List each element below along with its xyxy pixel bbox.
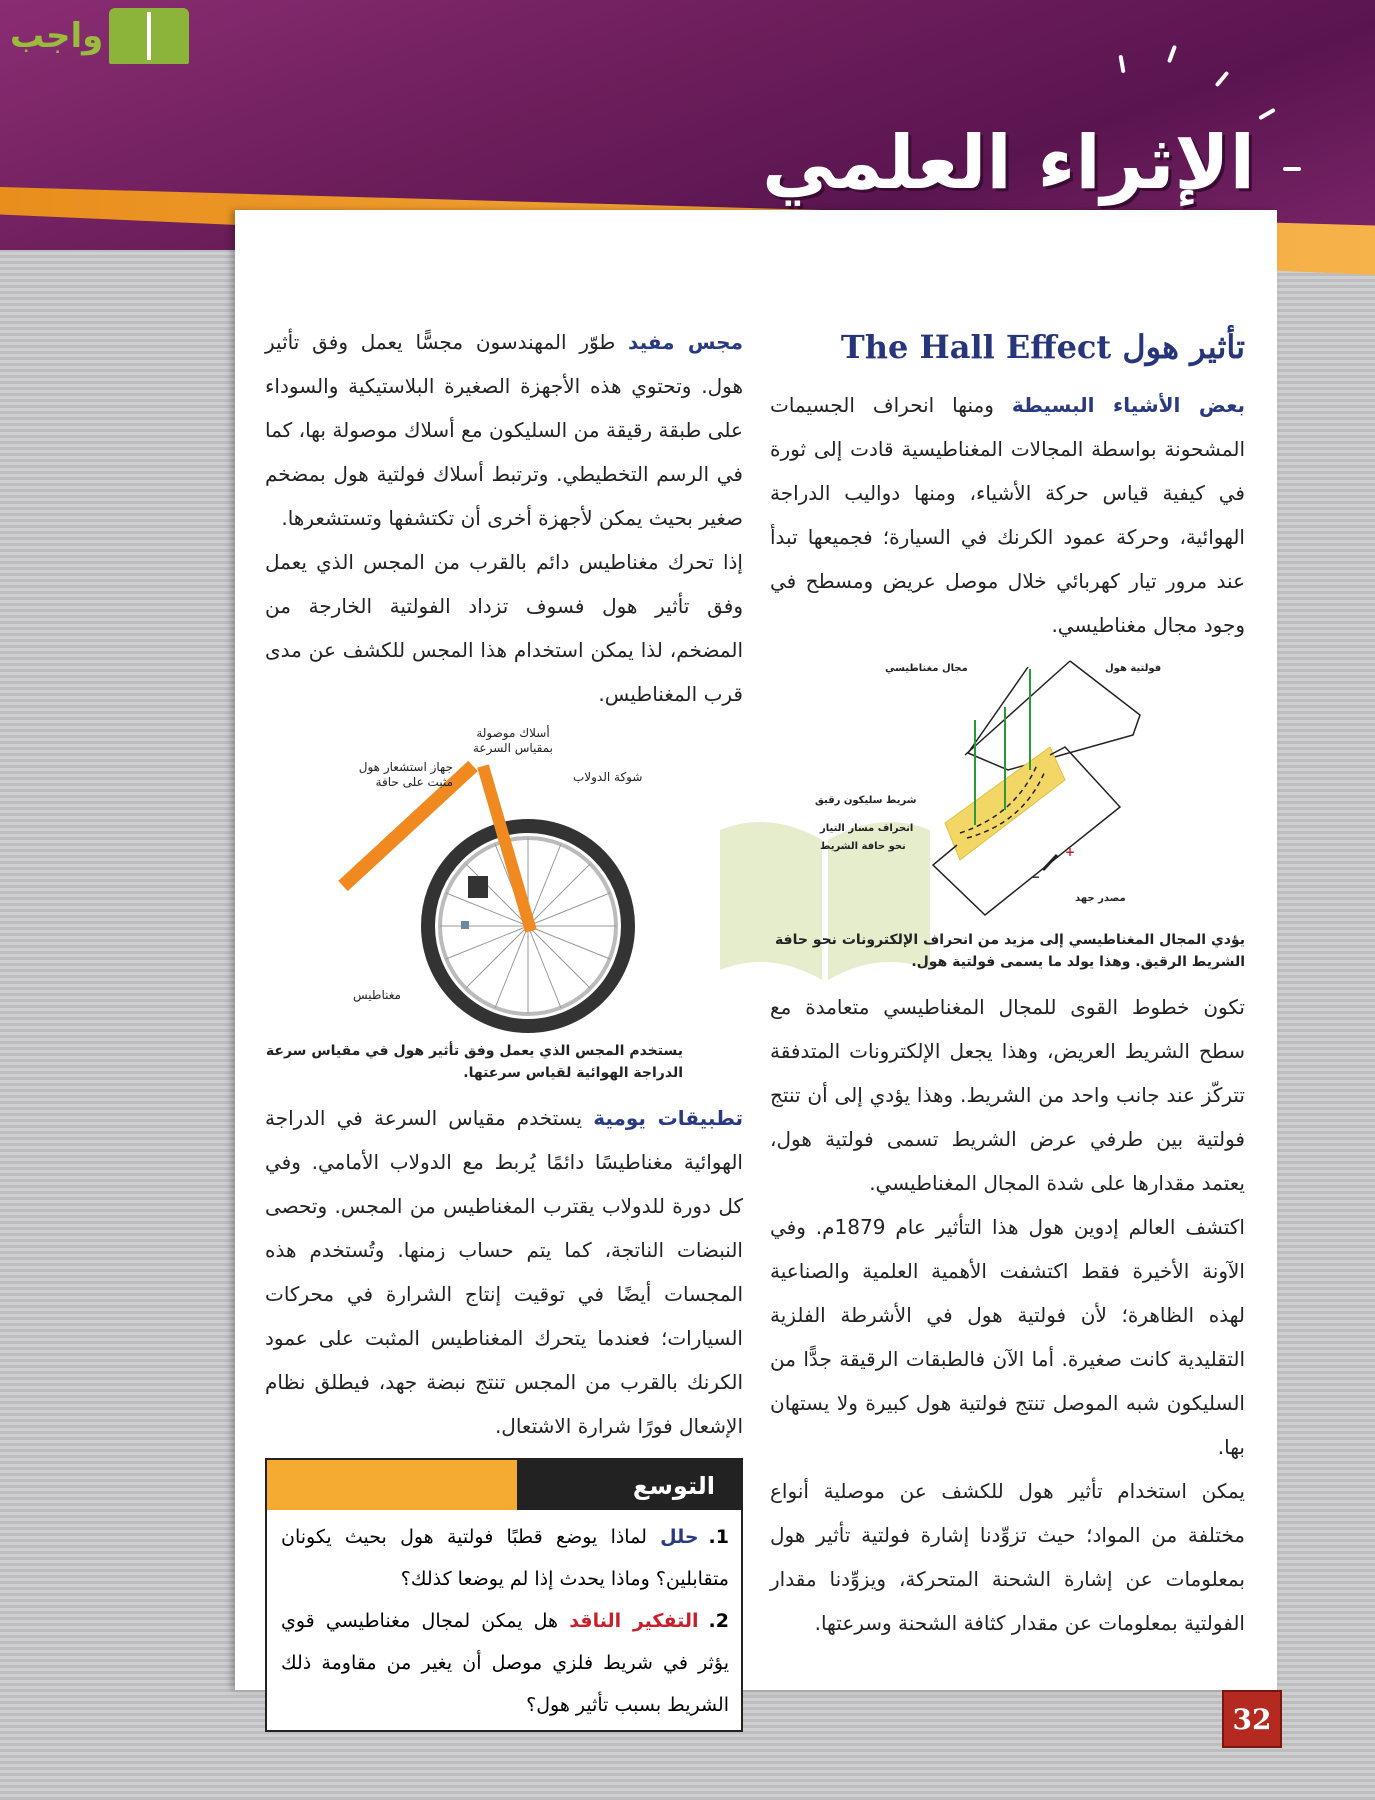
label-field: مجال مغناطيسي [885, 663, 968, 674]
book-icon [109, 8, 189, 64]
question-keyword: حلل [660, 1526, 699, 1548]
right-column [770, 325, 1245, 1645]
intro-text: ومنها انحراف الجسيمات المشحونة بواسطة المجالات المغناطيسية قادت إلى ثورة في كيفية قياس حركة الأشياء، ومنها دواليب الدراجة الهوائية، وحركة عمود الكرنك في السيارة؛ فجميعها تبدأ عند مرور تيار كهربائي خلال موصل عريض ومسطح في وجود مجال مغناطيسي. [770, 393, 1245, 637]
expansion-title: التوسع [517, 1460, 741, 1510]
hall-circuit-svg [775, 655, 1245, 925]
magnet [461, 921, 469, 929]
label-strip: شريط سليكون رقيق [815, 795, 917, 806]
page-title: الإثراء العلمي [762, 120, 1255, 206]
left-column [265, 320, 743, 1732]
article-heading: تأثير هول The Hall Effect [840, 328, 1245, 366]
expansion-box [265, 1458, 743, 1732]
paragraph-conductivity: يمكن استخدام تأثير هول للكشف عن موصلية أنواع مختلفة من المواد؛ حيث تزوِّدنا إشارة فولتية تأثير هول بمعلومات عن إشارة الشحنة المتحركة، ويزوِّدنا مقدار الفولتية بمعلومات عن مقدار كثافة الشحنة وسرعتها. [770, 1479, 1245, 1635]
label-sensor: جهاز استشعار هول مثبت على حافة [358, 760, 453, 789]
question-text: لماذا يوضع قطبًا فولتية هول بحيث يكونان متقابلين؟ وماذا يحدث إذا لم يوضعا كذلك؟ [281, 1526, 729, 1590]
bike-figure [333, 726, 673, 1036]
sensor-paragraph [265, 320, 743, 540]
label-wires: أسلاك موصولة بمقياس السرعة [473, 726, 553, 755]
logo-text: واجب [10, 16, 104, 56]
minus-sign: − [1030, 870, 1041, 884]
label-deflection-2: نحو حافة الشريط [820, 841, 906, 852]
plus-sign: + [1065, 845, 1076, 859]
sensor-text: طوّر المهندسون مجسًّا يعمل وفق تأثير هول. وتحتوي هذه الأجهزة الصغيرة البلاستيكية والسوداء على طبقة رقيقة من السليكون مع أسلاك موصولة بها، كما في الرسم التخطيطي. وترتبط أسلاك فولتية هول بمضخم صغير بحيث يمكن لأجهزة أخرى أن تكتشفها وتستشعرها. [265, 330, 743, 530]
sensor-keyword: مجس مفيد [628, 330, 743, 354]
daily-text: يستخدم مقياس السرعة في الدراجة الهوائية مغناطيسًا دائمًا يُربط مع الدولاب الأمامي. وفي كل دورة للدولاب يقترب المغناطيس من المجس. وتحصى النبضات الناتجة، كما يتم حساب زمنها. وتُستخدم هذه المجسات أيضًا في توقيت إنتاج الشرارة في محركات السيارات؛ فعندما يتحرك المغناطيس المثبت على عمود الكرنك بالقرب من المجس تنتج نبضة جهد، فيطلق نظام الإشعال فورًا شرارة الاشتعال. [265, 1106, 743, 1438]
question-number: 1. [708, 1526, 729, 1548]
daily-paragraph [265, 1096, 743, 1448]
paragraph-field-lines: تكون خطوط القوى للمجال المغناطيسي متعامدة مع سطح الشريط العريض، وهذا يجعل الإلكترونات المتدفقة تتركّز عند جانب واحد من الشريط. وهذا يؤدي إلى أن تنتج فولتية بين طرفي عرض الشريط تسمى فولتية هول، يعتمد مقدارها على شدة المجال المغناطيسي. [770, 995, 1245, 1195]
logo [10, 8, 189, 64]
magnet-paragraph: إذا تحرك مغناطيس دائم بالقرب من المجس الذي يعمل وفق تأثير هول فسوف تزداد الفولتية الخارجة من المضخم، لذا يمكن استخدام هذا المجس للكشف عن مدى قرب المغناطيس. [265, 550, 743, 706]
hall-diagram [775, 655, 1245, 925]
diagram-caption: يؤدي المجال المغناطيسي إلى مزيد من انحراف الإلكترونات نحو حافة الشريط الرقيق. وهذا يولد ما يسمى فولتية هول. [774, 932, 1245, 970]
question-keyword: التفكير الناقد [569, 1610, 699, 1632]
label-fork: شوكة الدولاب [573, 770, 643, 784]
label-hall-voltage: فولتية هول [1105, 663, 1162, 674]
label-source: مصدر جهد [1075, 893, 1126, 904]
label-deflection: انحراف مسار التيار [820, 823, 914, 834]
question-number: 2. [708, 1610, 729, 1632]
intro-keyword: بعض الأشياء البسيطة [1011, 393, 1245, 417]
question-text: هل يمكن لمجال مغناطيسي قوي يؤثر في شريط فلزي موصل أن يغير من مقاومة ذلك الشريط بسبب تأثير هول؟ [281, 1610, 729, 1716]
intro-paragraph [770, 383, 1245, 647]
question-item [281, 1600, 729, 1726]
question-item [281, 1516, 729, 1600]
paragraph-discovery: اكتشف العالم إدوين هول هذا التأثير عام 1879م. وفي الآونة الأخيرة فقط اكتشفت الأهمية العلمية والصناعية لهذه الظاهرة؛ لأن فولتية هول في الأشرطة الفلزية التقليدية كانت صغيرة. أما الآن فالطبقات الرقيقة جدًّا من السليكون شبه الموصل تنتج فولتية هول كبيرة ولا يستهان بها. [770, 1215, 1245, 1459]
hall-sensor [468, 876, 488, 898]
page-number: 32 [1222, 1690, 1282, 1748]
label-magnet: مغناطيس [353, 988, 401, 1002]
daily-keyword: تطبيقات يومية [593, 1106, 743, 1130]
ray-icon [1283, 167, 1301, 171]
bike-caption: يستخدم المجس الذي يعمل وفق تأثير هول في مقياس سرعة الدراجة الهوائية لقياس سرعتها. [265, 1043, 683, 1081]
